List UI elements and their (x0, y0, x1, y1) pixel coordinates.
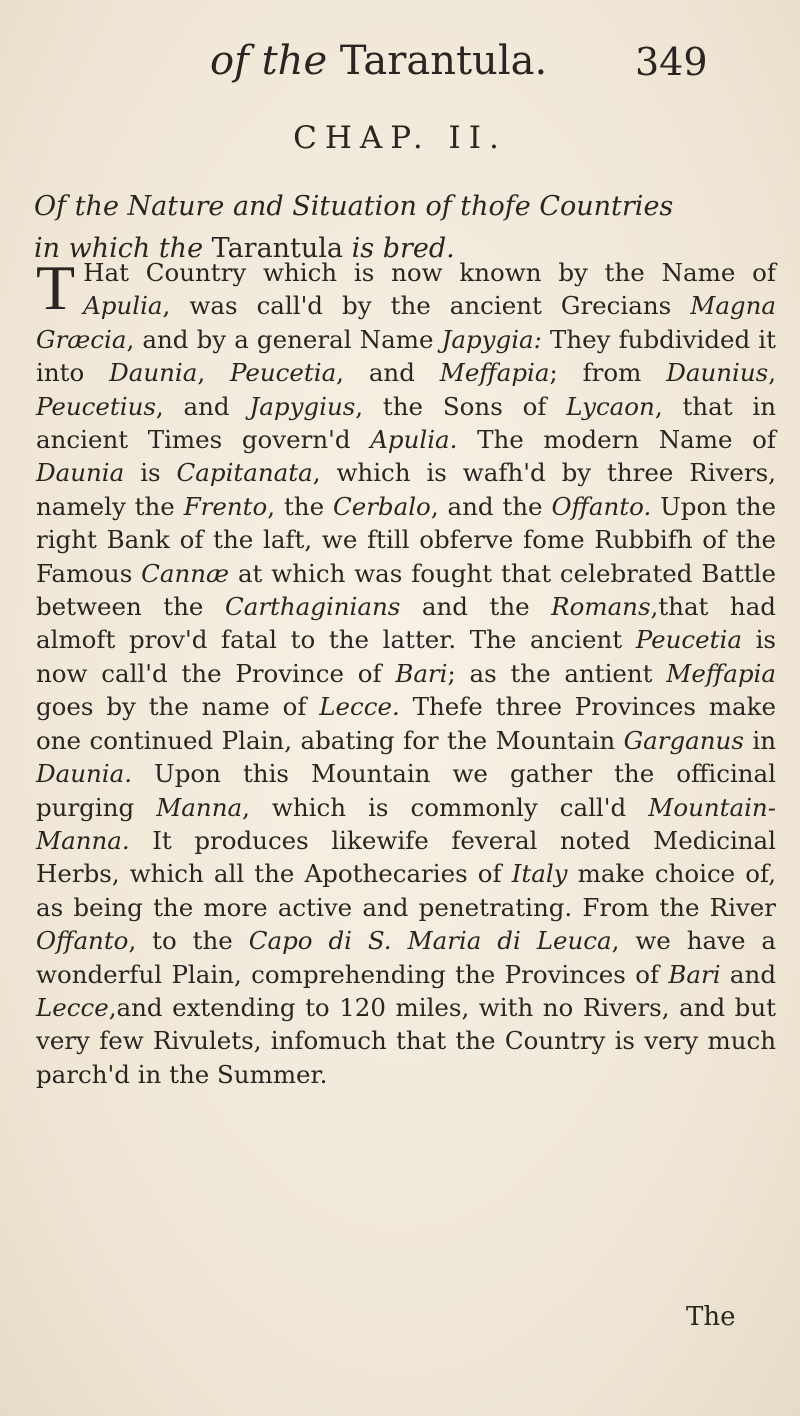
italic-term: Magna Græcia (36, 291, 776, 354)
italic-term: Daunia (36, 458, 125, 488)
text-run: , and (155, 391, 250, 421)
subtitle-line2-post: is bred. (351, 233, 455, 264)
italic-term: Apulia (83, 291, 163, 321)
text-run: Hat Country which is now known by the Name of (83, 258, 776, 287)
italic-term: Peucetius (36, 391, 156, 421)
italic-term: Peucetia (635, 625, 742, 655)
italic-term: Bari (395, 658, 448, 688)
catchword: The (686, 1302, 736, 1332)
italic-term: Japygia: (441, 324, 542, 354)
italic-term: Daunia. (36, 759, 133, 789)
italic-term: Cerbalo (332, 491, 431, 521)
text-run: and (720, 959, 776, 989)
text-run: They fubdivided it into (36, 324, 776, 388)
page-number: 349 (635, 40, 708, 84)
italic-term: Mountain-Manna. (36, 792, 776, 855)
text-run: , the (267, 491, 333, 521)
text-run: , the Sons of (355, 391, 567, 421)
chapter-heading: CHAP. II. (293, 120, 507, 156)
text-run: at which was fought that celebrated Battle between the (36, 558, 776, 622)
subtitle-line2-pre: in which the (34, 233, 204, 264)
italic-term: Bari (668, 959, 721, 989)
italic-term: Cannæ (141, 558, 230, 588)
italic-term: Manna (156, 792, 243, 822)
italic-term: Frento (183, 491, 268, 521)
italic-term: Apulia. (370, 425, 458, 455)
text-run: The modern Name of (457, 425, 776, 455)
italic-term: Japygius (249, 391, 356, 421)
text-run: , which is commonly call'd (242, 792, 649, 822)
text-run: , and (336, 358, 440, 388)
text-run: , and by a general Name (126, 324, 442, 354)
text-run: , we have a wonderful Plain, comprehending the Provinces of (36, 926, 776, 989)
text-run: , and the (430, 491, 552, 521)
text-run: ,that had almoft prov'd fatal to the latter. The ancient (36, 592, 776, 655)
italic-term: Meffapia (666, 658, 776, 688)
italic-term: Offanto. (551, 491, 652, 521)
italic-term: Italy (511, 859, 568, 889)
text-run: ,and extending to 120 miles, with no Rivers, and but very few Rivulets, infomuch that the Country is very much parch'd in the Summer. (36, 992, 776, 1089)
running-head (0, 38, 800, 88)
text-run: , which is wafh'd by three Rivers, namely the (36, 458, 776, 521)
italic-term: Daunius (666, 358, 769, 388)
text-run: Upon this Mountain we gather the officinal purging (36, 759, 776, 822)
italic-term: Capo di S. Maria di Leuca (248, 926, 612, 956)
running-title (210, 38, 547, 84)
italic-term: Meffapia (439, 358, 550, 388)
italic-term: Daunia (109, 358, 198, 388)
text-run: ; from (549, 358, 667, 388)
italic-term: Lycaon (566, 391, 655, 421)
title-prefix: of the (210, 38, 328, 84)
text-run: , to the (128, 926, 249, 956)
text-run: Upon the right Bank of the laft, we ftill obferve fome Rubbifh of the Famous (36, 491, 776, 588)
body-paragraph (36, 252, 777, 1091)
text-run: is (124, 458, 177, 488)
italic-term: Lecce (36, 992, 109, 1022)
paragraph (36, 252, 777, 1091)
text-run: goes by the name of (36, 692, 320, 722)
text-run: in (743, 725, 777, 755)
italic-term: Carthaginians (224, 592, 401, 622)
subtitle-line2-plain: Tarantula (211, 233, 344, 264)
italic-term: Offanto (36, 926, 129, 956)
subtitle-line1: Of the Nature and Situation of thofe Countries (34, 191, 674, 222)
italic-term: Garganus (623, 725, 744, 755)
text-run: , was call'd by the ancient Grecians (162, 291, 691, 321)
drop-cap: T (36, 252, 76, 323)
text-run: and the (400, 592, 552, 622)
text-run: It produces likewife feveral noted Medicinal Herbs, which all the Apothecaries of (36, 825, 776, 889)
text-run: Thefe three Provinces make one continued Plain, abating for the Mountain (36, 692, 776, 755)
text-run: , (197, 358, 230, 388)
text-run: make choice of, as being the more active and penetrating. From the River (36, 859, 776, 922)
title-main: Tarantula. (339, 38, 548, 84)
text-run: , that in ancient Times govern'd (36, 391, 776, 455)
text-run: is now call'd the Province of (36, 625, 776, 688)
text-run: ; as the antient (447, 658, 667, 688)
italic-term: Romans (551, 592, 651, 622)
italic-term: Peucetia (230, 358, 337, 388)
italic-term: Capitanata (176, 458, 313, 488)
text-run: , (768, 358, 776, 388)
italic-term: Lecce. (319, 692, 400, 722)
